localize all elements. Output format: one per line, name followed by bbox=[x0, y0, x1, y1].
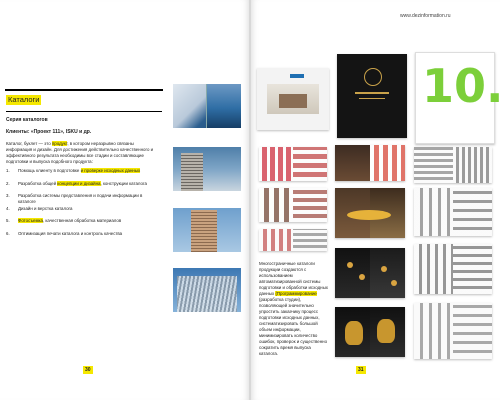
description-text-start: Многостраничные каталоги продукции создаются с использованием автоматизированной системы подготовки и обработки исходных данных bbox=[259, 261, 328, 296]
page-number-right: 31 bbox=[358, 367, 364, 373]
series-title: Серия каталогов bbox=[6, 117, 48, 123]
catalog-description bbox=[259, 261, 329, 357]
step-text: Дизайн и верстка каталога bbox=[18, 205, 73, 211]
section-top-rule bbox=[5, 89, 163, 91]
catalog-spread-thumb bbox=[414, 303, 492, 359]
catalog-spread-thumb bbox=[335, 145, 405, 181]
step-item bbox=[6, 168, 156, 181]
step-text-end: , конструкции каталога bbox=[100, 180, 147, 186]
section-underline bbox=[6, 111, 162, 112]
section-title: Каталоги bbox=[8, 95, 40, 104]
fish-dish-image bbox=[347, 210, 391, 220]
step-text: Разработка общей bbox=[18, 180, 58, 186]
step-text: Оптимизация печати каталога и контроль качества bbox=[18, 230, 123, 236]
catalog-spread-thumb bbox=[335, 307, 405, 357]
catalog-spread-thumb bbox=[414, 244, 492, 294]
step-number: 3. bbox=[6, 193, 10, 199]
step-number: 4. bbox=[6, 205, 10, 211]
catalog-ten-cover bbox=[415, 52, 504, 144]
left-page bbox=[0, 0, 249, 400]
catalog-black-gold-cover bbox=[337, 54, 407, 138]
step-item bbox=[6, 181, 156, 194]
catalog-photo-building-spread bbox=[173, 147, 241, 191]
step-number: 2. bbox=[6, 180, 10, 186]
step-number: 1. bbox=[6, 168, 10, 173]
step-text-end: , качественная обработка материалов bbox=[42, 218, 122, 224]
step-item bbox=[6, 206, 156, 219]
clients-line: Клиенты: «Проект 111», ISKU и др. bbox=[6, 129, 92, 135]
catalog-spread-thumb bbox=[259, 229, 327, 251]
catalog-spread-thumb bbox=[259, 147, 327, 181]
intro-paragraph bbox=[6, 141, 156, 165]
catalog-spread-thumb bbox=[335, 248, 405, 298]
step-text: Разработка системы представления и подачи информации в каталоге bbox=[18, 193, 143, 205]
isku-logo-mark bbox=[290, 74, 304, 78]
cover-number: 10. bbox=[422, 59, 504, 113]
intro-text-start: Каталог, буклет — это bbox=[6, 141, 52, 146]
step-number: 6. bbox=[6, 230, 10, 236]
description-highlight: (Программирование bbox=[275, 291, 317, 296]
page-number-left: 30 bbox=[85, 367, 91, 373]
step-highlight: Фотосъемка bbox=[18, 218, 43, 224]
catalog-spread-thumb bbox=[414, 188, 492, 236]
step-text: Помощь клиенту в подготовке bbox=[18, 168, 81, 173]
intro-highlight: продукт bbox=[51, 141, 68, 146]
step-highlight: концепции и дизайна bbox=[57, 180, 101, 186]
step-item bbox=[6, 193, 156, 206]
intro-text-end: , в котором неразрывно связаны информация и дизайн. Для достижения действительно качественного и эффективного результата необходимы все стадии и составляющие подготовки и выпуска подобного продукта: bbox=[6, 141, 154, 164]
step-highlight: и проверке исходных данных bbox=[80, 168, 141, 173]
catalog-isku-cover bbox=[257, 68, 329, 130]
description-text-end: (разработка студии), позволяющей значительно упростить заказчику процесс подготовки исходных данных, систематизировать большой объем информации, минимизировать количество ошибок, проверок и существенно сократить время выпуска каталога. bbox=[259, 297, 328, 356]
emblem-icon bbox=[364, 68, 382, 86]
step-item bbox=[6, 218, 156, 231]
steps-list bbox=[6, 168, 156, 244]
site-url: www.dezinformation.ru bbox=[400, 13, 451, 19]
step-item bbox=[6, 231, 156, 244]
catalog-photo-tower bbox=[173, 208, 241, 252]
step-number: 5. bbox=[6, 218, 10, 224]
catalog-spread-thumb bbox=[259, 188, 327, 222]
catalog-spread-thumb bbox=[335, 188, 405, 238]
catalog-photo-blue-cover bbox=[173, 84, 241, 128]
catalog-spread-thumb bbox=[414, 147, 492, 183]
catalog-photo-facade bbox=[173, 268, 241, 312]
